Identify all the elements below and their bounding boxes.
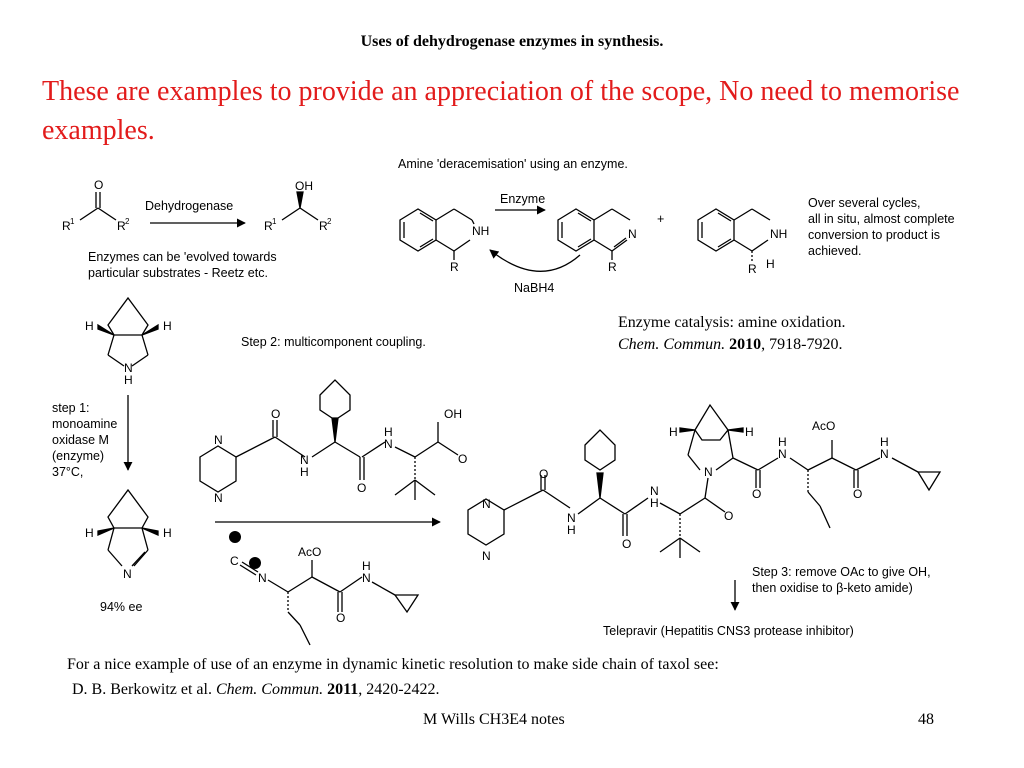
- step1-line2: monoamine: [52, 417, 118, 431]
- svg-text:N: N: [704, 465, 713, 479]
- ketone-structure: [62, 178, 130, 233]
- racemic-amine-structure: [400, 209, 489, 274]
- reetz-caption-line1: Enzymes can be 'evolved towards: [88, 250, 277, 264]
- svg-text:2: 2: [327, 217, 332, 226]
- bicyclic-imine-structure: [85, 490, 172, 581]
- plus-sign: +: [657, 212, 665, 226]
- svg-text:R: R: [62, 219, 71, 233]
- svg-text:2: 2: [125, 217, 130, 226]
- page-number: 48: [918, 711, 934, 728]
- svg-text:C: C: [230, 554, 239, 568]
- step3-line2: then oxidise to β-keto amide): [752, 581, 913, 595]
- svg-text:N: N: [778, 447, 787, 461]
- svg-text:N: N: [384, 437, 393, 451]
- cycles-note-line4: achieved.: [808, 244, 862, 258]
- svg-text:N: N: [214, 491, 223, 505]
- svg-text:N: N: [482, 497, 491, 511]
- svg-text:N: N: [650, 484, 659, 498]
- svg-text:N: N: [258, 571, 267, 585]
- reductant-label: NaBH4: [514, 281, 555, 295]
- svg-text:N: N: [362, 571, 371, 585]
- step1-line5: 37°C,: [52, 465, 84, 479]
- svg-text:R: R: [608, 260, 617, 274]
- deracemisation-heading: Amine 'deracemisation' using an enzyme.: [398, 157, 628, 171]
- svg-text:OH: OH: [295, 179, 313, 193]
- imine-structure: [558, 209, 637, 274]
- svg-text:NH: NH: [472, 224, 490, 238]
- svg-text:H: H: [85, 319, 94, 333]
- svg-text:OH: OH: [444, 407, 462, 421]
- svg-text:H: H: [124, 373, 133, 387]
- svg-text:N: N: [124, 361, 133, 375]
- svg-text:N: N: [628, 227, 637, 241]
- svg-text:AcO: AcO: [298, 545, 322, 559]
- course-footer: M Wills CH3E4 notes: [423, 711, 565, 728]
- acid-component-structure: [200, 380, 467, 505]
- svg-text:N: N: [300, 453, 309, 467]
- step1-line3: oxidase M: [52, 433, 109, 447]
- svg-text:O: O: [752, 487, 762, 501]
- isocyanide-structure: [229, 531, 418, 645]
- telaprevir-structure: [468, 405, 940, 563]
- svg-text:O: O: [336, 611, 346, 625]
- scope-note: These are examples to provide an appreciation of the scope, No need to memorise examples.: [42, 76, 960, 146]
- svg-text:1: 1: [70, 217, 75, 226]
- cycles-note-line1: Over several cycles,: [808, 196, 921, 210]
- alcohol-structure: [264, 179, 332, 233]
- reference2-pages: , 2420-2422.: [358, 681, 440, 698]
- svg-text:H: H: [669, 425, 678, 439]
- svg-text:H: H: [300, 465, 309, 479]
- reference2-journal: Chem. Commun.: [215, 681, 324, 698]
- svg-text:O: O: [724, 509, 734, 523]
- svg-text:H: H: [745, 425, 754, 439]
- svg-text:N: N: [214, 433, 223, 447]
- svg-text:H: H: [384, 425, 393, 439]
- svg-text:H: H: [163, 319, 172, 333]
- taxol-note: For a nice example of use of an enzyme in dynamic kinetic resolution to make side chain of taxol see:: [67, 656, 719, 673]
- step1-line4: (enzyme): [52, 449, 105, 463]
- svg-text:N: N: [482, 549, 491, 563]
- slide-title: Uses of dehydrogenase enzymes in synthesis.: [360, 33, 664, 50]
- dehydrogenase-label: Dehydrogenase: [145, 199, 234, 213]
- svg-text:R: R: [748, 262, 757, 276]
- svg-text:O: O: [539, 467, 549, 481]
- bicyclic-amine-structure: [85, 298, 172, 387]
- step2-label: Step 2: multicomponent coupling.: [241, 335, 426, 349]
- svg-text:O: O: [622, 537, 632, 551]
- svg-text:O: O: [94, 178, 104, 192]
- svg-text:R: R: [319, 219, 328, 233]
- svg-text:O: O: [853, 487, 863, 501]
- svg-text:H: H: [778, 435, 787, 449]
- svg-text:H: H: [650, 496, 659, 510]
- step1-line1: step 1:: [52, 401, 90, 415]
- reetz-caption-line2: particular substrates - Reetz etc.: [88, 266, 268, 280]
- svg-text:O: O: [357, 481, 367, 495]
- reference2: [72, 681, 440, 699]
- svg-text:AcO: AcO: [812, 419, 836, 433]
- cycles-note-line2: all in situ, almost complete: [808, 212, 955, 226]
- reference1-journal: Chem. Commun.: [618, 336, 726, 353]
- svg-text:H: H: [163, 526, 172, 540]
- svg-text:N: N: [880, 447, 889, 461]
- svg-text:H: H: [880, 435, 889, 449]
- reference1-line1: Enzyme catalysis: amine oxidation.: [618, 314, 846, 331]
- svg-text:O: O: [271, 407, 281, 421]
- reference2-year: 2011: [327, 681, 359, 698]
- step3-line1: Step 3: remove OAc to give OH,: [752, 565, 931, 579]
- resolved-amine-structure: [698, 209, 787, 276]
- svg-text:R: R: [450, 260, 459, 274]
- svg-text:H: H: [85, 526, 94, 540]
- reference1-pages: , 7918-7920.: [761, 336, 843, 353]
- svg-text:O: O: [458, 452, 468, 466]
- svg-text:R: R: [264, 219, 273, 233]
- svg-text:N: N: [123, 567, 132, 581]
- svg-text:H: H: [766, 257, 775, 271]
- reference1-line2: [618, 336, 842, 354]
- svg-text:1: 1: [272, 217, 277, 226]
- enzyme-label: Enzyme: [500, 192, 546, 206]
- svg-text:R: R: [117, 219, 126, 233]
- ee-label: 94% ee: [100, 600, 143, 614]
- cycles-note-line3: conversion to product is: [808, 228, 941, 242]
- svg-text:H: H: [362, 559, 371, 573]
- reference2-authors: D. B. Berkowitz et al.: [72, 681, 212, 698]
- svg-text:NH: NH: [770, 227, 788, 241]
- telaprevir-label: Telepravir (Hepatitis CNS3 protease inhibitor): [603, 624, 854, 638]
- reference1-year: 2010: [729, 336, 762, 353]
- svg-text:N: N: [567, 511, 576, 525]
- reduction-arrow: [490, 250, 580, 271]
- svg-text:H: H: [567, 523, 576, 537]
